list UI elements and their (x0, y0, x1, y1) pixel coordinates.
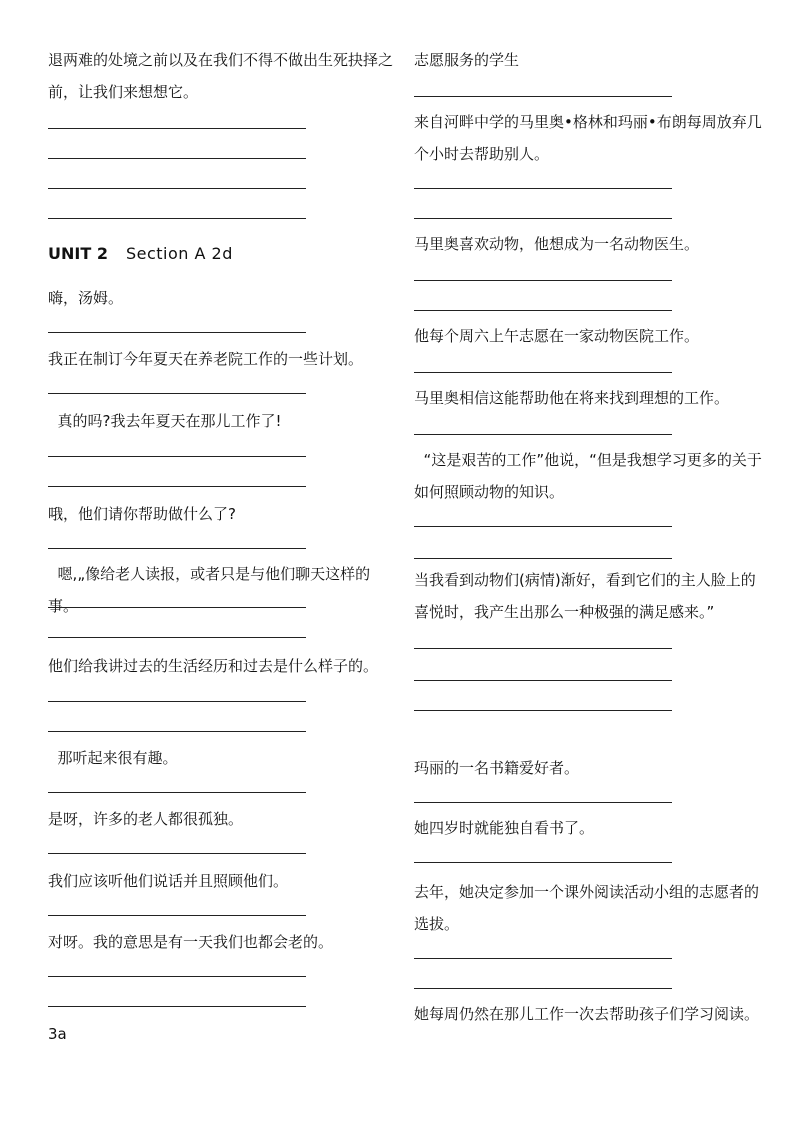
sentence-text: 3a (48, 1025, 67, 1043)
sentence-text: 玛丽的一名书籍爱好者。 (414, 759, 580, 777)
unit-label: UNIT 2 (48, 244, 108, 263)
answer-line (48, 792, 306, 793)
sentence-text: 马里奥相信这能帮助他在将来找到理想的工作。 (414, 389, 730, 407)
answer-line (48, 332, 306, 333)
section-label: Section A 2d (125, 244, 233, 263)
answer-line (414, 434, 672, 435)
answer-line (48, 731, 306, 732)
sentence-text: 她四岁时就能独自看书了。 (414, 819, 595, 837)
answer-line (414, 802, 672, 803)
answer-line (48, 158, 306, 159)
answer-line (48, 853, 306, 854)
answer-line (414, 958, 672, 959)
sentence-text: 志愿服务的学生 (414, 51, 520, 69)
sentence-text: 当我看到动物们(病情)渐好，看到它们的主人脸上的喜悦时，我产生出那么一种极强的满足感来。” (414, 571, 756, 621)
sentence-text: 对呀。我的意思是有一天我们也都会老的。 (48, 933, 334, 951)
answer-line (48, 1006, 306, 1007)
answer-line (414, 188, 672, 189)
answer-line (414, 310, 672, 311)
sentence-text: 我们应该听他们说话并且照顾他们。 (48, 872, 289, 890)
sentence-text: 他每个周六上午志愿在一家动物医院工作。 (414, 327, 700, 345)
answer-line (414, 558, 672, 559)
answer-line (48, 637, 306, 638)
sentence-text: 我正在制订今年夏天在养老院工作的一些计划。 (48, 350, 364, 368)
sentence-text: 她每周仍然在那儿工作一次去帮助孩子们学习阅读。 (414, 1005, 760, 1023)
sentence-text: 嗯,„像给老人读报，或者只是与他们聊天这样的事。 (48, 565, 371, 615)
answer-line (414, 648, 672, 649)
answer-line (48, 393, 306, 394)
answer-line (414, 218, 672, 219)
answer-line (414, 96, 672, 97)
answer-line (414, 680, 672, 681)
answer-line (414, 372, 672, 373)
sentence-text: “这是艰苦的工作”他说，“但是我想学习更多的关于如何照顾动物的知识。 (414, 451, 762, 501)
sentence-text: 嗨，汤姆。 (48, 289, 124, 307)
answer-line (48, 607, 306, 608)
sentence-text: 来自河畔中学的马里奥•格林和玛丽•布朗每周放弃几个小时去帮助别人。 (414, 113, 762, 163)
answer-line (414, 988, 672, 989)
sentence-text: 真的吗?我去年夏天在那儿工作了! (48, 412, 282, 430)
sentence-text: 退两难的处境之前以及在我们不得不做出生死抉择之前，让我们来想想它。 (48, 51, 394, 101)
answer-line (48, 701, 306, 702)
sentence-text: 是呀，许多的老人都很孤独。 (48, 810, 244, 828)
sentence-text: 马里奥喜欢动物，他想成为一名动物医生。 (414, 235, 700, 253)
answer-line (48, 128, 306, 129)
answer-line (48, 218, 306, 219)
answer-line (48, 915, 306, 916)
answer-line (48, 456, 306, 457)
unit-heading (48, 240, 393, 268)
answer-line (48, 548, 306, 549)
sentence-text: 哦，他们请你帮助做什么了? (48, 505, 236, 523)
answer-line (48, 486, 306, 487)
sentence-text: 他们给我讲过去的生活经历和过去是什么样子的。 (48, 657, 379, 675)
answer-line (48, 976, 306, 977)
answer-line (414, 710, 672, 711)
answer-line (48, 188, 306, 189)
answer-line (414, 526, 672, 527)
sentence-text: 去年，她决定参加一个课外阅读活动小组的志愿者的选拔。 (414, 883, 760, 933)
answer-line (414, 862, 672, 863)
sentence-text: 那听起来很有趣。 (48, 749, 178, 767)
answer-line (414, 280, 672, 281)
